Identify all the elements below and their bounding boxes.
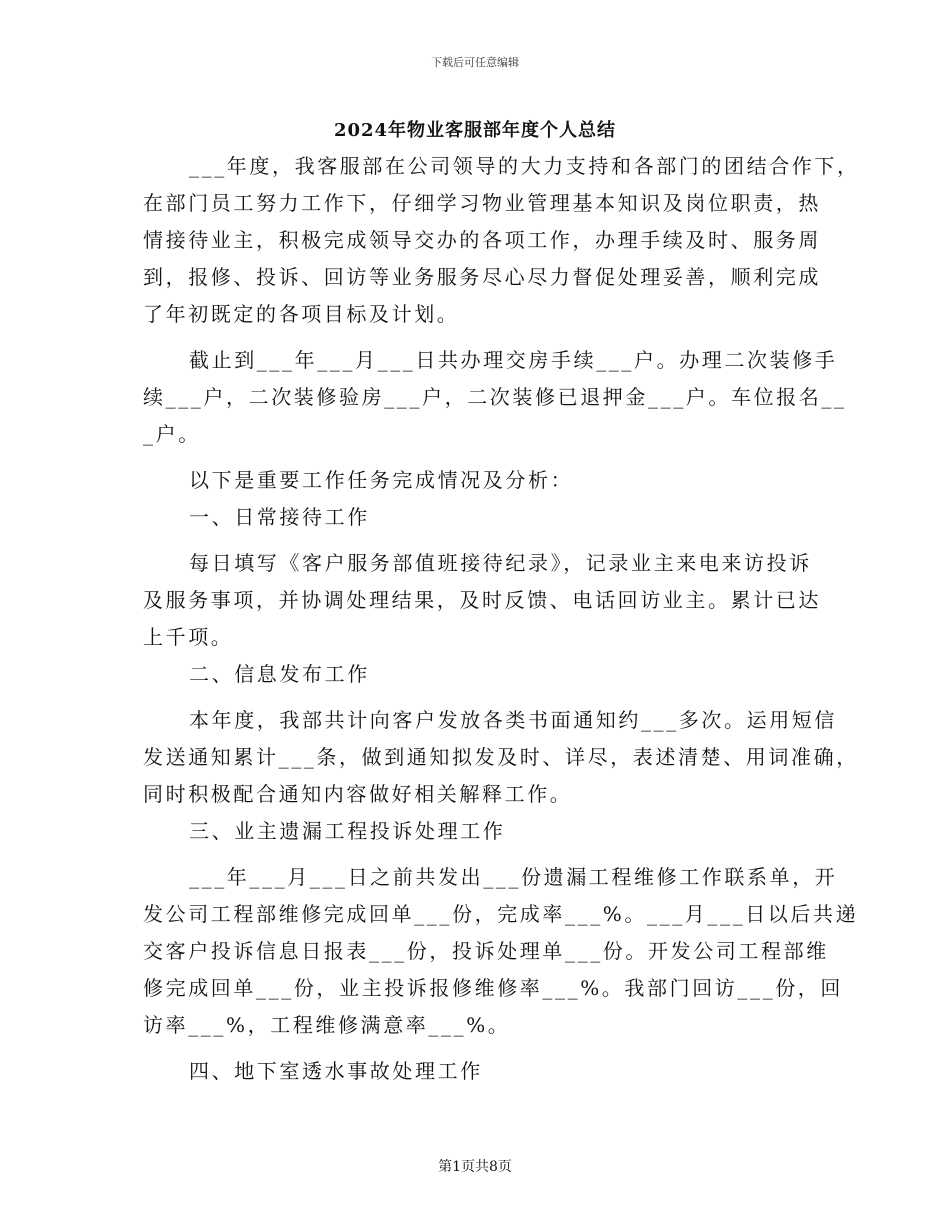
paragraph-line: 上千项。 bbox=[143, 625, 234, 649]
paragraph-line: 情接待业主，积极完成领导交办的各项工作，办理手续及时、服务周 bbox=[143, 228, 821, 252]
paragraph-line: 修完成回单___份，业主投诉报修维修率___%。我部门回访___份，回 bbox=[143, 976, 844, 1000]
paragraph-line: _户。 bbox=[143, 422, 201, 446]
paragraph-line: 在部门员工努力工作下，仔细学习物业管理基本知识及岗位职责，热 bbox=[143, 191, 821, 215]
section-heading: 二、信息发布工作 bbox=[189, 662, 370, 686]
section-heading: 三、业主遗漏工程投诉处理工作 bbox=[189, 819, 506, 843]
paragraph-line: 以下是重要工作任务完成情况及分析： bbox=[189, 468, 574, 492]
paragraph-line: 本年度，我部共计向客户发放各类书面通知约___多次。运用短信 bbox=[189, 708, 837, 732]
paragraph-line: 发送通知累计___条，做到通知拟发及时、详尽，表述清楚、用词准确， bbox=[143, 745, 859, 769]
paragraph-line: 同时积极配合通知内容做好相关解释工作。 bbox=[143, 782, 573, 806]
paragraph-line: 交客户投诉信息日报表___份，投诉处理单___份。开发公司工程部维 bbox=[143, 939, 829, 963]
section-heading: 四、地下室透水事故处理工作 bbox=[189, 1059, 483, 1083]
paragraph-line: 截止到___年___月___日共办理交房手续___户。办理二次装修手 bbox=[189, 348, 838, 372]
paragraph-line: ___年___月___日之前共发出___份遗漏工程维修工作联系单，开 bbox=[189, 865, 838, 889]
page-header-note: 下载后可任意编辑 bbox=[431, 56, 519, 69]
document-body bbox=[143, 148, 860, 1090]
paragraph-line: ___年度，我客服部在公司领导的大力支持和各部门的团结合作下， bbox=[189, 154, 860, 178]
section-heading: 一、日常接待工作 bbox=[189, 505, 370, 529]
paragraph-line: 每日填写《客户服务部值班接待纪录》，记录业主来电来访投诉 bbox=[189, 551, 812, 575]
paragraph-line: 访率___%，工程维修满意率___%。 bbox=[143, 1013, 511, 1037]
page-number: 第1页共8页 bbox=[438, 1159, 512, 1175]
paragraph-line: 到，报修、投诉、回访等业务服务尽心尽力督促处理妥善，顺利完成 bbox=[143, 265, 821, 289]
document-title: 2024年物业客服部年度个人总结 bbox=[333, 120, 617, 141]
paragraph-line: 了年初既定的各项目标及计划。 bbox=[143, 302, 460, 326]
paragraph-line: 发公司工程部维修完成回单___份，完成率___%。___月___日以后共递 bbox=[143, 902, 859, 926]
paragraph-line: 续___户，二次装修验房___户，二次装修已退押金___户。车位报名__ bbox=[143, 385, 847, 409]
paragraph-line: 及服务事项，并协调处理结果，及时反馈、电话回访业主。累计已达 bbox=[143, 588, 821, 612]
